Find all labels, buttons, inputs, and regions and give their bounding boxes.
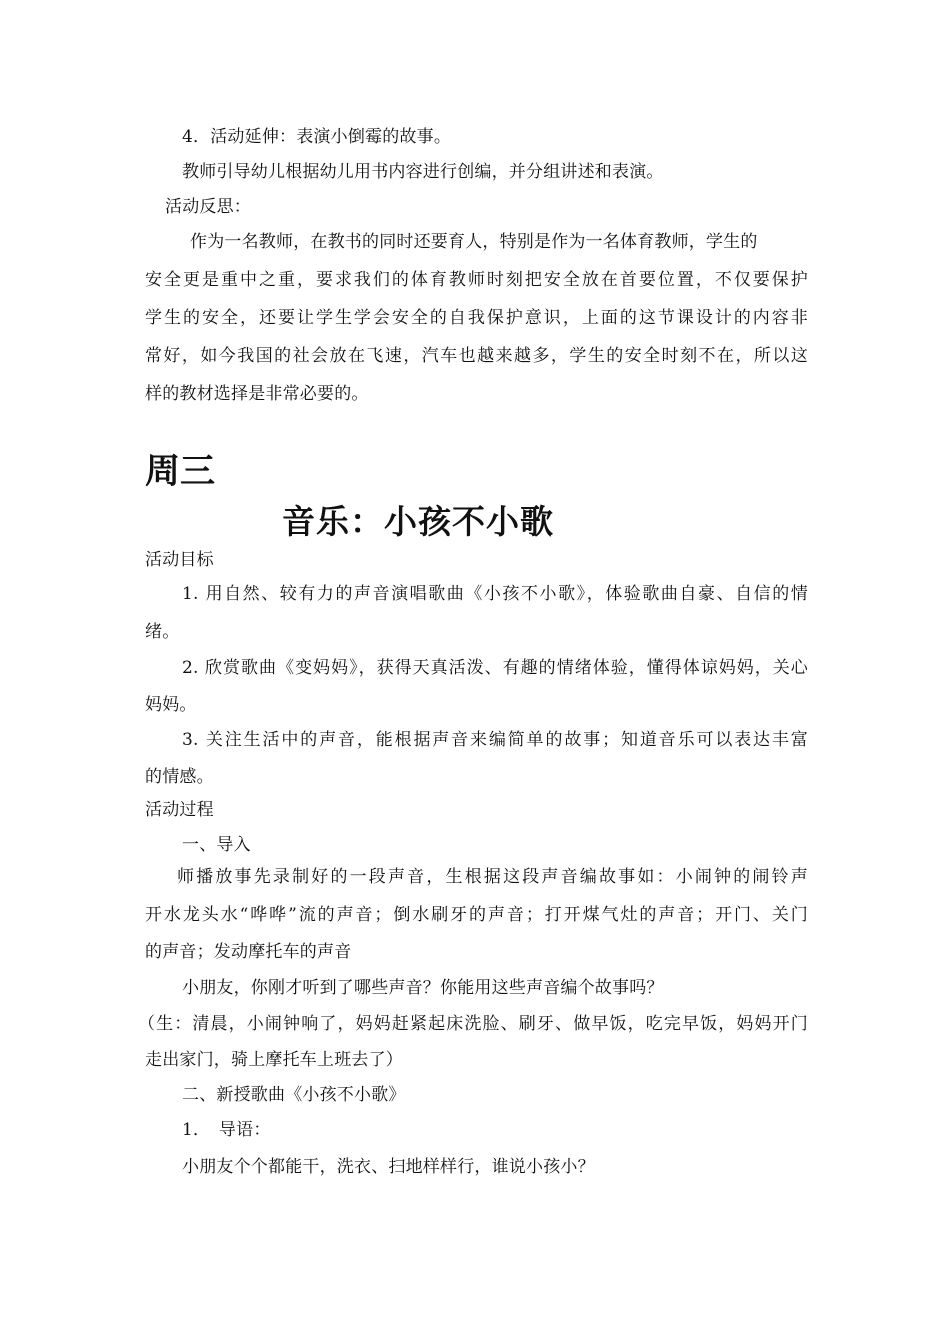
- section-label-reflection: 活动反思：: [165, 197, 251, 217]
- paragraph-line: 师播放事先录制好的一段声音，生根据这段声音编故事如：小闹钟的闹铃声: [177, 867, 808, 887]
- paragraph-line: 走出家门，骑上摩托车上班去了）: [145, 1050, 403, 1070]
- paragraph-line: 小朋友个个都能干，洗衣、扫地样样行，谁说小孩小？: [182, 1157, 595, 1177]
- paragraph-line: 的声音；发动摩托车的声音: [145, 942, 352, 962]
- paragraph-line: 开水龙头水“哗哗”流的声音；倒水刷牙的声音；打开煤气灶的声音；开门、关门: [145, 905, 808, 925]
- day-heading: 周三: [145, 452, 216, 492]
- subsection-heading: 二、新授歌曲《小孩不小歌》: [182, 1085, 406, 1105]
- paragraph-line: 作为一名教师，在教书的同时还要育人，特别是作为一名体育教师，学生的: [190, 232, 758, 252]
- subsection-heading: 一、导入: [182, 835, 251, 855]
- numbered-item: 1． 导语：: [182, 1120, 271, 1140]
- paragraph-line: 妈妈。: [145, 695, 197, 715]
- paragraph-line: 学生的安全，还要让学生学会安全的自我保护意识，上面的这节课设计的内容非: [145, 308, 808, 328]
- paragraph-line: 安全更是重中之重，要求我们的体育教师时刻把安全放在首要位置，不仅要保护: [145, 270, 808, 290]
- section-label-process: 活动过程: [145, 800, 214, 820]
- paragraph-line: 的情感。: [145, 767, 214, 787]
- paragraph-line: 1. 用自然、较有力的声音演唱歌曲《小孩不小歌》，体验歌曲自豪、自信的情: [182, 584, 808, 604]
- paragraph-line: 绪。: [145, 622, 180, 642]
- paragraph-line: 常好，如今我国的社会放在飞速，汽车也越来越多，学生的安全时刻不在，所以这: [145, 346, 808, 366]
- paragraph-line: 2. 欣赏歌曲《变妈妈》，获得天真活泼、有趣的情绪体验，懂得体谅妈妈，关心: [182, 658, 808, 678]
- paragraph-line: 教师引导幼儿根据幼儿用书内容进行创编，并分组讲述和表演。: [182, 162, 664, 182]
- lesson-title: 音乐：小孩不小歌: [282, 502, 554, 541]
- section-label-goals: 活动目标: [145, 550, 214, 570]
- paragraph-line: 样的教材选择是非常必要的。: [145, 384, 369, 404]
- paragraph-line: （生：清晨，小闹钟响了，妈妈赶紧起床洗脸、刷牙、做早饭，吃完早饭，妈妈开门: [138, 1014, 808, 1034]
- paragraph-line: 小朋友，你刚才听到了哪些声音？你能用这些声音编个故事吗？: [182, 978, 664, 998]
- paragraph-line: 3. 关注生活中的声音，能根据声音来编简单的故事；知道音乐可以表达丰富: [182, 730, 808, 750]
- paragraph-line: 4．活动延伸：表演小倒霉的故事。: [182, 127, 452, 147]
